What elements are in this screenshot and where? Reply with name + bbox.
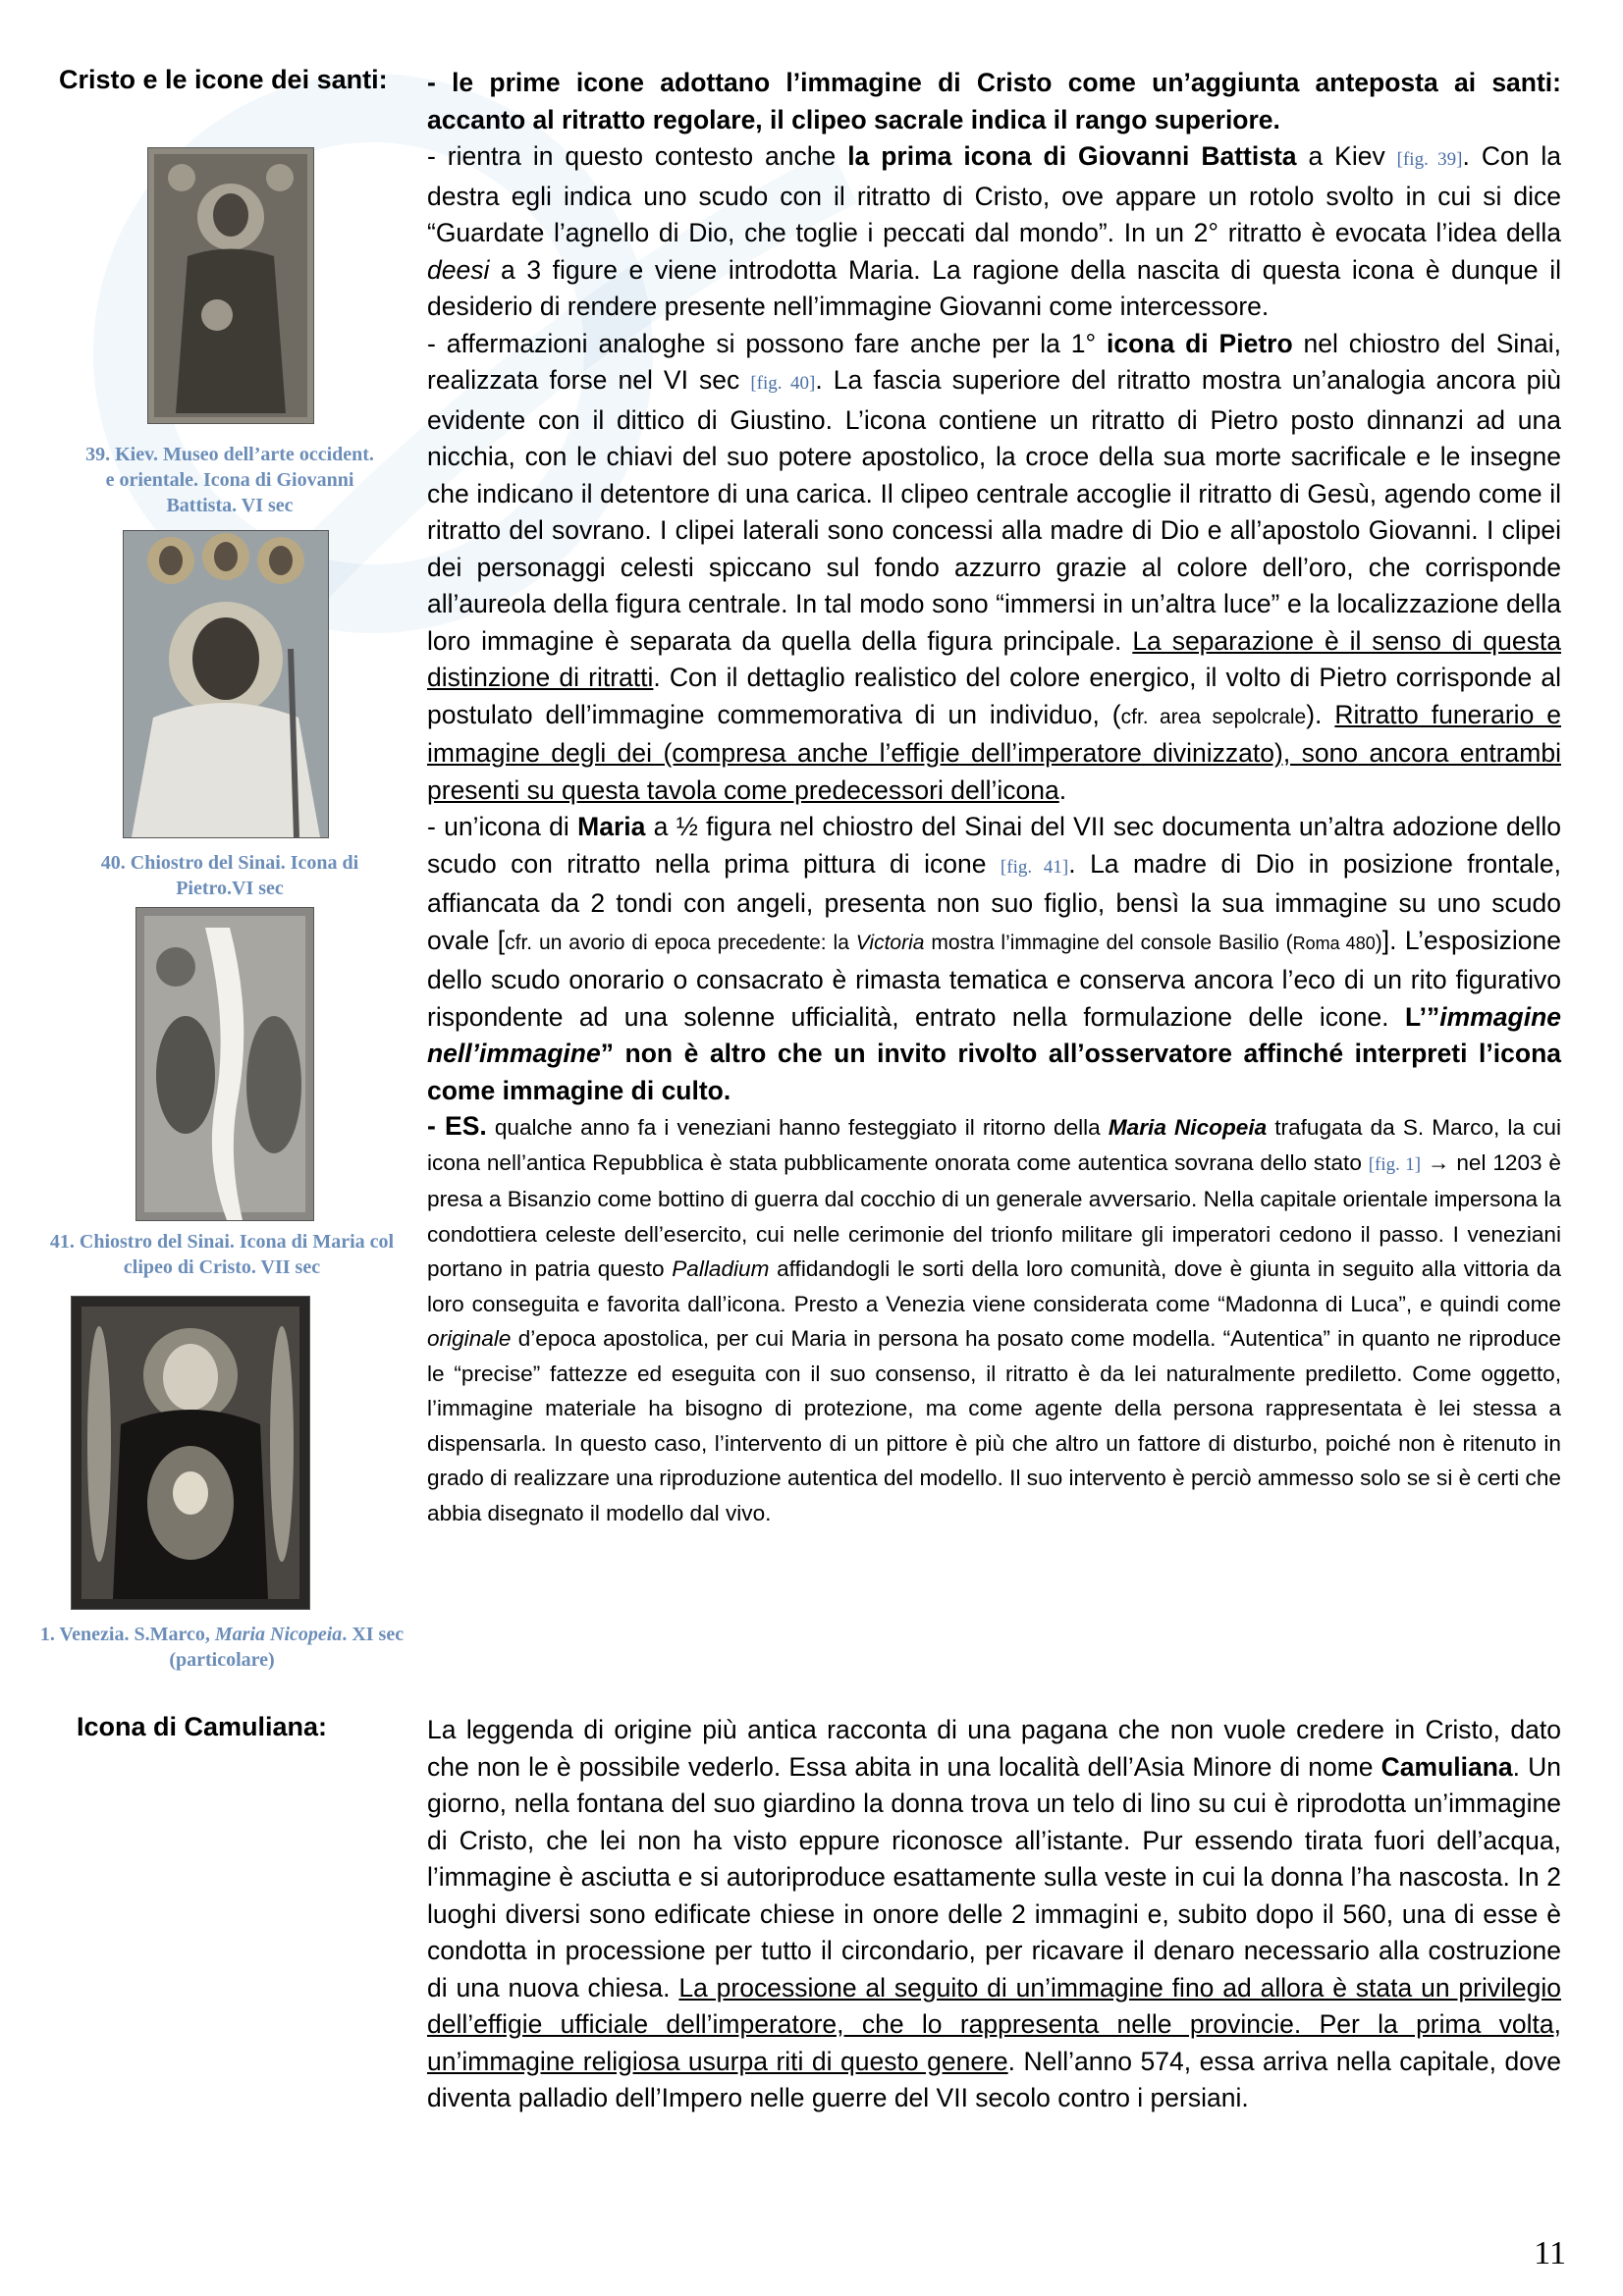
paragraph-es-nicopeia: - ES. qualche anno fa i veneziani hanno festeggiato il ritorno della Maria Nicopeia trafugata da S. Marco, la cui icona nell’antica Repubblica è stata pubblicamente onorata come autentica sovrana dello stato [fig. 1] → nel 1203 è presa a Bisanzio come bottino di guerra dal cocchio di un generale avversario. Nella capitale orientale impersona la condottiera celeste dell’esercito, cui nelle cerimonie del trionfo militare gli imperatori cedono il passo. I veneziani portano in patria questo Palladium affidandogli le sorti della loro comunità, dove è giunta in seguito alla vittoria da loro conseguita e favorita dall’icona. Presto a Venezia viene considerata come “Madonna di Luca”, e quindi come originale d’epoca apostolica, per cui Maria in persona ha posato come modella. “Autentica” in quanto ne riproduce le “precise” fattezze ed eseguita con il suo consenso, il ritratto è da lei naturalmente prediletto. Come oggetto, l’immagine materiale ha bisogno di protezione, ma come agente della persona rappresentata è lei stessa a dispensarla. In questo caso, l’intervento di un pittore è più che altro un fattore di disturbo, poiché non è ritenuto in grado di realizzare una riproduzione autentica del modello. Il suo intervento è perciò ammesso solo se si è certi che abbia disegnato il modello dal vivo. (427, 1111, 1562, 1525)
page-number: 11 (1534, 2235, 1566, 2271)
caption-fig-39: 39. Kiev. Museo dell’arte occident. e orientale. Icona di Giovanni Battista. VI sec (85, 444, 374, 516)
main-text-camuliana (427, 1712, 1561, 2117)
paragraph-pietro: - affermazioni analoghe si possono fare anche per la 1° icona di Pietro nel chiostro del Sinai, realizzata forse nel VI sec [fig. 40]. La fascia superiore del ritratto mostra un’analogia ancora più evidente con il dittico di Giustino. L’icona contiene un ritratto di Pietro posto dinnanzi ad una nicchia, con le chiavi del suo potere apostolico, la croce della sua morte sacrificale e le insegne che indicano il detentore di una carica. Il clipeo centrale accoglie il ritratto di Gesù, agendo come il ritratto del sovrano. I clipei laterali sono concessi alla madre di Dio e all’apostolo Giovanni. I clipei dei personaggi celesti spiccano sul fondo azzurro grazie al colore dell’oro, che corrisponde all’aureola della figura centrale. In tal modo sono “immersi in un’altra luce” e la localizzazione della loro immagine è separata da quella della figura principale. La separazione è il senso di questa distinzione di ritratti. Con il dettaglio realistico del colore energico, il volto di Pietro corrisponde al postulato dell’immagine commemorativa di un individuo, (cfr. area sepolcrale). Ritratto funerario e immagine degli dei (compresa anche l’effigie dell’imperatore divinizzato), sono ancora entrambi presenti su questa tavola come predecessori dell’icona. (427, 328, 1561, 805)
paragraph-prime-icone: - le prime icone adottano l’immagine di Cristo come un’aggiunta anteposta ai santi: accanto al ritratto regolare, il clipeo sacrale indica il rango superiore. (427, 68, 1561, 134)
main-text-section1 (427, 65, 1561, 1530)
caption-fig-40: 40. Chiostro del Sinai. Icona di Pietro.VI sec (100, 852, 359, 899)
icon-image-giovanni-battista (147, 147, 314, 424)
icon-image-maria-nicopeia (71, 1296, 310, 1610)
paragraph-camuliana: La leggenda di origine più antica racconta di una pagana che non vuole credere in Cristo, dato che non le è possibile vederlo. Essa abita in una località dell’Asia Minore di nome Camuliana. Un giorno, nella fontana del suo giardino la donna trova un telo di lino su cui è riprodotta un’immagine di Cristo, che lei non ha visto eppure riconosce all’istante. Pur essendo tirata fuori dell’acqua, l’immagine è asciutta e si autoriproduce esattamente sulla veste in cui la donna l’ha nascosta. In 2 luoghi diversi sono edificate chiese in onore delle 2 immagini e, subito dopo il 560, una di esse è condotta in processione per tutto il circondario, per ricavare il denaro necessario alla costruzione di una nuova chiesa. La processione al seguito di un’immagine fino ad allora è stata un privilegio dell’effigie ufficiale dell’imperatore, che lo rappresenta nelle provincie. Per la prima volta, un’immagine religiosa usurpa riti di questo genere. Nell’anno 574, essa arriva nella capitale, dove diventa palladio dell’Impero nelle guerre del VII secolo contro i persiani. (427, 1715, 1561, 2112)
section-heading-camuliana: Icona di Camuliana: (77, 1712, 328, 1741)
icon-image-maria-clipeo (135, 907, 314, 1221)
paragraph-giovanni-battista: - rientra in questo contesto anche la prima icona di Giovanni Battista a Kiev [fig. 39]. Con la destra egli indica uno scudo con il ritratto di Cristo, ove appare un rotolo svolto in cui si dice “Guardate l’agnello di Dio, che toglie i peccati dal mondo”. In un 2° ritratto è evocata l’idea della deesi a 3 figure e viene introdotta Maria. La ragione della nascita di questa icona è dunque il desiderio di rendere presente nell’immagine Giovanni come intercessore. (427, 141, 1562, 321)
caption-fig-41: 41. Chiostro del Sinai. Icona di Maria col clipeo di Cristo. VII sec (49, 1231, 395, 1278)
icon-image-pietro (123, 530, 329, 838)
caption-fig-1: 1. Venezia. S.Marco, Maria Nicopeia. XI sec (particolare) (39, 1624, 405, 1671)
fig-ref-41: [fig. 41] (1000, 856, 1069, 878)
paragraph-maria: - un’icona di Maria a ½ figura nel chiostro del Sinai del VII sec documenta un’altra adozione dello scudo con ritratto nella prima pittura di icone [fig. 41]. La madre di Dio in posizione frontale, affiancata da 2 tondi con angeli, presenta non suo figlio, bensì la sua immagine su uno scudo ovale [cfr. un avorio di epoca precedente: la Victoria mostra l’immagine del console Basilio (Roma 480)]. L’esposizione dello scudo onorario o consacrato è rimasta tematica e conserva ancora l’eco di un rito figurativo rispondente ad una solenne ufficialità, entrato nella formulazione delle icone. L’”immagine nell’immagine” non è altro che un invito rivolto all’osservatore affinché interpreti l’icona come immagine di culto. (427, 812, 1561, 1105)
fig-ref-39: [fig. 39] (1396, 149, 1463, 170)
fig-ref-1: [fig. 1] (1368, 1153, 1422, 1175)
fig-ref-40: [fig. 40] (750, 373, 816, 394)
section-heading-cristo: Cristo e le icone dei santi: (59, 65, 388, 94)
